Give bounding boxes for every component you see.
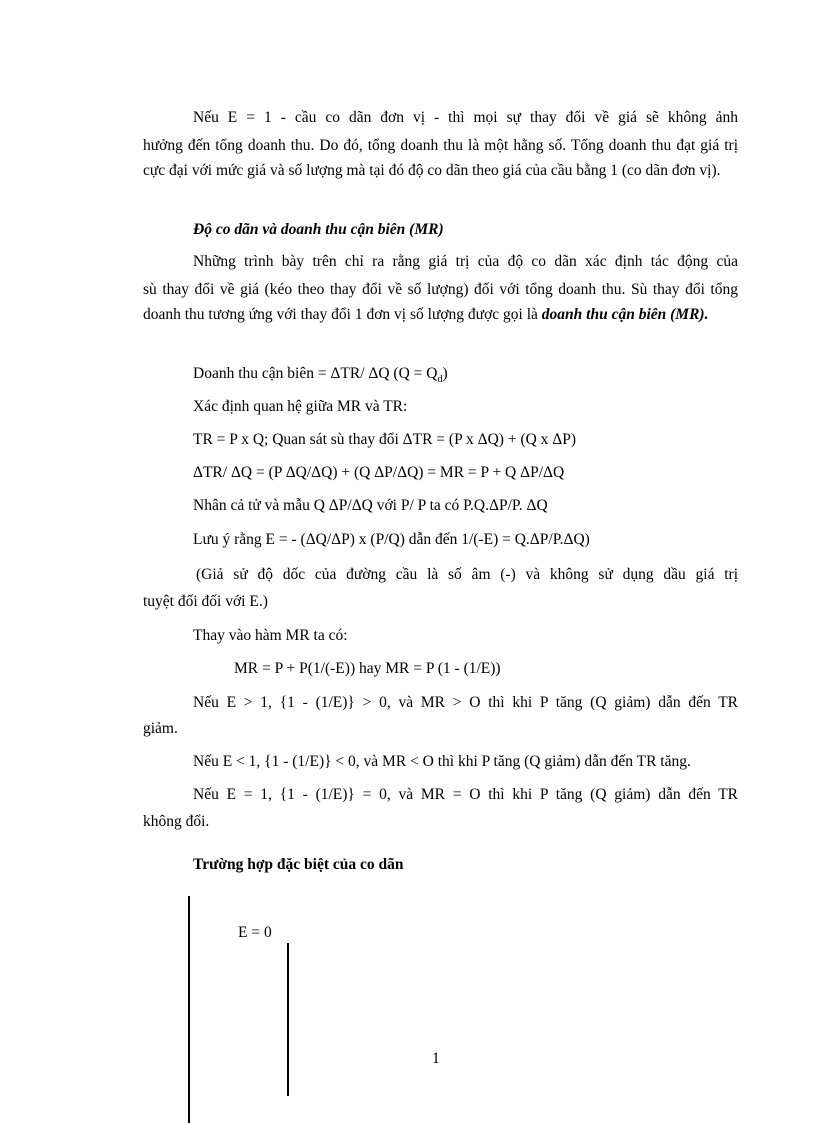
text-block: hưởng đến tổng doanh thu. Do đó, tổng doanh thu là một hằng số. Tổng doanh thu đạt giá trị cực đại với mức giá và số lượng mà tại đó độ co dãn theo giá của cầu bằng 1 (co dãn đơn vị).	[143, 137, 738, 179]
price-axis	[188, 896, 190, 1123]
section-heading: Độ co dãn và doanh thu cận biên (MR)	[193, 221, 444, 238]
diagram-label: E = 0	[238, 924, 272, 941]
text-run: sù thay đổi về giá (kéo theo thay đổi về số lượng) đối với tổng doanh thu. Sù thay đổi tổng doanh thu tương ứng với thay đổi 1 đơn vị số lượng được gọi là	[143, 281, 738, 323]
bold-term: doanh thu cận biên (MR).	[541, 306, 709, 323]
equation-line: ΔTR/ ΔQ = (P ΔQ/ΔQ) + (Q ΔP/ΔQ) = MR = P + Q ΔP/ΔQ	[193, 464, 565, 481]
equation-line: MR = P + P(1/(-E)) hay MR = P (1 - (1/E))	[234, 660, 501, 677]
equation-line: Nhân cả tử và mẫu Q ΔP/ΔQ với P/ P ta có P.Q.ΔP/P. ΔQ	[193, 497, 548, 514]
equation-close: )	[442, 365, 448, 382]
equation-line: Thay vào hàm MR ta có:	[193, 627, 348, 644]
equation-line: Xác định quan hệ giữa MR và TR:	[193, 398, 408, 415]
page-number: 1	[432, 1050, 440, 1067]
text-line: Những trình bày trên chỉ ra rằng giá trị của độ co dãn xác định tác động của	[193, 253, 738, 270]
text-line: Nếu E = 1, {1 - (1/E)} = 0, và MR = O thì khi P tăng (Q giảm) dẫn đến TR	[193, 786, 738, 803]
section-heading-special: Trường hợp đặc biệt của co dãn	[193, 856, 404, 873]
text-line: tuyệt đối đối với E.)	[143, 593, 268, 610]
text-line: Nếu E = 1 - cầu co dãn đơn vị - thì mọi sự thay đổi về giá sẽ không ảnh	[193, 109, 738, 126]
text-line: (Giả sử độ dốc của đường cầu là số âm (-) và không sử dụng dầu giá trị	[196, 566, 738, 583]
text-line: Nếu E > 1, {1 - (1/E)} > 0, và MR > O thì khi P tăng (Q giảm) dẫn đến TR	[193, 694, 738, 711]
demand-curve-vertical	[287, 943, 289, 1096]
text-line: giảm.	[143, 720, 178, 737]
subscript: d	[437, 374, 443, 386]
text-line: không đổi.	[143, 813, 210, 830]
case-inelastic: Nếu E < 1, {1 - (1/E)} < 0, và MR < O thì khi P tăng (Q giảm) dẫn đến TR tăng.	[193, 753, 691, 770]
text-block	[143, 277, 738, 327]
equation-text: Doanh thu cận biên = ΔTR/ ΔQ (Q = Q	[193, 365, 438, 382]
equation-line	[193, 364, 448, 390]
equation-line: TR = P x Q; Quan sát sù thay đổi ΔTR = (P x ΔQ) + (Q x ΔP)	[193, 431, 577, 448]
equation-line: Lưu ý rằng E = - (ΔQ/ΔP) x (P/Q) dẫn đến 1/(-E) = Q.ΔP/P.ΔQ)	[193, 531, 590, 548]
